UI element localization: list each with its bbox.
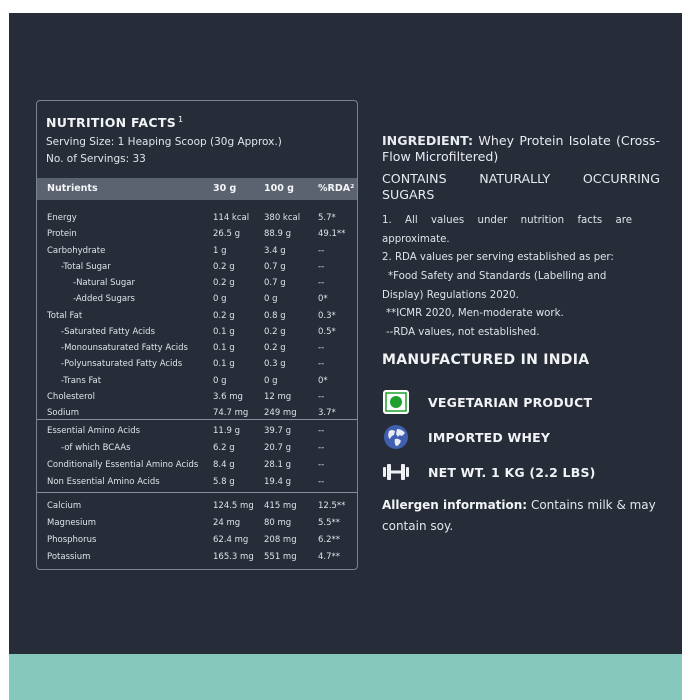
value-rda: 0* bbox=[318, 375, 328, 386]
value-30g: 0.2 g bbox=[213, 278, 235, 288]
note-fssai: *Food Safety and Standards (Labelling and Display) Regulations 2020. bbox=[382, 271, 607, 301]
note-icmr: **ICMR 2020, Men-moderate work. bbox=[386, 308, 564, 319]
value-100g: 0 g bbox=[264, 294, 278, 305]
value-rda: -- bbox=[318, 426, 325, 436]
table-row bbox=[37, 359, 357, 374]
value-30g: 8.4 g bbox=[213, 460, 235, 470]
value-100g: 0.3 g bbox=[264, 359, 286, 370]
table-row bbox=[37, 477, 357, 492]
value-100g: 12 mg bbox=[264, 391, 292, 402]
note-approximate: 1. All values under nutrition facts are approximate. bbox=[382, 215, 632, 245]
value-100g: 20.7 g bbox=[264, 443, 292, 453]
nutrient-name: Calcium bbox=[47, 501, 82, 511]
value-rda: -- bbox=[318, 343, 325, 353]
value-100g: 39.7 g bbox=[264, 426, 292, 436]
nutrition-title-footnote: 1 bbox=[178, 115, 184, 124]
feature-label: IMPORTED WHEY bbox=[428, 430, 551, 445]
value-100g: 249 mg bbox=[264, 408, 297, 418]
feature-label: NET WT. 1 KG (2.2 LBS) bbox=[428, 465, 596, 480]
value-100g: 208 mg bbox=[264, 535, 297, 545]
value-30g: 6.2 g bbox=[213, 443, 235, 453]
nutrient-name: -Polyunsaturated Fatty Acids bbox=[61, 359, 183, 370]
allergen-information bbox=[382, 495, 660, 537]
value-rda: 49.1** bbox=[318, 229, 346, 240]
value-30g: 0 g bbox=[213, 375, 227, 386]
nutrient-name: -Saturated Fatty Acids bbox=[61, 326, 155, 337]
nutrient-name: Sodium bbox=[47, 408, 80, 418]
value-30g: 74.7 mg bbox=[213, 408, 249, 418]
serving-size: Serving Size: 1 Heaping Scoop (30g Approx.) bbox=[46, 136, 282, 148]
value-rda: -- bbox=[318, 359, 325, 370]
table-row bbox=[37, 213, 357, 228]
value-30g: 0.2 g bbox=[213, 310, 235, 321]
value-100g: 0.2 g bbox=[264, 326, 286, 337]
value-100g: 0.7 g bbox=[264, 261, 286, 272]
value-100g: 415 mg bbox=[264, 501, 297, 511]
table-row bbox=[37, 262, 357, 277]
ingredient-text: Whey Protein Isolate (Cross-Flow Microfiltered) bbox=[382, 133, 660, 164]
value-rda: 0.5* bbox=[318, 326, 336, 337]
value-100g: 551 mg bbox=[264, 552, 297, 562]
value-30g: 62.4 mg bbox=[213, 535, 249, 545]
table-divider bbox=[37, 419, 357, 420]
value-30g: 5.8 g bbox=[213, 477, 235, 487]
value-rda: -- bbox=[318, 443, 325, 453]
value-30g: 3.6 mg bbox=[213, 391, 243, 402]
nutrient-name: Cholesterol bbox=[47, 391, 95, 402]
nutrient-name: -Added Sugars bbox=[73, 294, 135, 305]
header-30g: 30 g bbox=[213, 183, 237, 194]
value-30g: 114 kcal bbox=[213, 213, 250, 223]
value-rda: 4.7** bbox=[318, 552, 341, 562]
bottom-color-band bbox=[9, 654, 682, 700]
table-row bbox=[37, 518, 357, 533]
value-rda: -- bbox=[318, 245, 325, 256]
nutrient-name: -Total Sugar bbox=[61, 261, 111, 272]
value-rda: -- bbox=[318, 261, 325, 272]
table-row bbox=[37, 327, 357, 342]
value-rda: 3.7* bbox=[318, 408, 336, 418]
allergen-label: Allergen information: bbox=[382, 498, 528, 512]
value-rda: -- bbox=[318, 278, 325, 288]
nutrition-facts-table bbox=[36, 100, 358, 570]
nutrient-name: Potassium bbox=[47, 552, 91, 562]
vegetarian-icon bbox=[382, 389, 410, 415]
nutrient-name: Total Fat bbox=[47, 310, 83, 321]
nutrition-header-row bbox=[37, 178, 357, 200]
value-30g: 0 g bbox=[213, 294, 227, 305]
value-rda: -- bbox=[318, 391, 325, 402]
value-100g: 80 mg bbox=[264, 518, 292, 528]
feature-imported-whey bbox=[382, 424, 662, 450]
nutrient-name: Conditionally Essential Amino Acids bbox=[47, 460, 199, 470]
value-30g: 165.3 mg bbox=[213, 552, 254, 562]
nutrient-name: -of which BCAAs bbox=[61, 443, 131, 453]
ingredient-label: INGREDIENT: bbox=[382, 133, 474, 148]
value-rda: 6.2** bbox=[318, 535, 341, 545]
value-100g: 19.4 g bbox=[264, 477, 292, 487]
nutrient-name: Magnesium bbox=[47, 518, 97, 528]
header-100g: 100 g bbox=[264, 183, 294, 194]
value-rda: -- bbox=[318, 477, 325, 487]
table-row bbox=[37, 501, 357, 516]
header-nutrients: Nutrients bbox=[47, 183, 98, 194]
nutrient-name: -Natural Sugar bbox=[73, 278, 136, 288]
table-divider bbox=[37, 492, 357, 493]
table-row bbox=[37, 392, 357, 407]
contains-sugars-line2: SUGARS bbox=[382, 187, 435, 202]
nutrition-facts-title: NUTRITION FACTS $^1$ bbox=[46, 115, 184, 131]
table-row bbox=[37, 535, 357, 550]
value-100g: 88.9 g bbox=[264, 229, 292, 240]
table-row bbox=[37, 426, 357, 441]
note-rda-not-established: --RDA values, not established. bbox=[386, 327, 540, 338]
value-100g: 0.2 g bbox=[264, 343, 286, 353]
table-row bbox=[37, 229, 357, 244]
value-100g: 0.8 g bbox=[264, 310, 286, 321]
nutrient-name: Phosphorus bbox=[47, 535, 97, 545]
nutrient-name: -Monounsaturated Fatty Acids bbox=[61, 343, 188, 353]
value-rda: 5.5** bbox=[318, 518, 341, 528]
feature-label: VEGETARIAN PRODUCT bbox=[428, 395, 593, 410]
value-30g: 0.1 g bbox=[213, 359, 235, 370]
value-30g: 24 mg bbox=[213, 518, 241, 528]
value-rda: 0* bbox=[318, 294, 328, 305]
table-row bbox=[37, 278, 357, 293]
value-30g: 0.1 g bbox=[213, 343, 235, 353]
allergen-text: Contains milk & may contain soy. bbox=[382, 498, 656, 533]
value-rda: 12.5** bbox=[318, 501, 346, 511]
value-30g: 0.2 g bbox=[213, 261, 235, 272]
value-100g: 28.1 g bbox=[264, 460, 292, 470]
table-row bbox=[37, 311, 357, 326]
globe-icon bbox=[382, 424, 410, 450]
note-rda-basis: 2. RDA values per serving established as per: bbox=[382, 252, 614, 263]
dumbbell-icon bbox=[382, 459, 410, 485]
table-row bbox=[37, 552, 357, 567]
value-rda: -- bbox=[318, 460, 325, 470]
value-rda: 5.7* bbox=[318, 213, 336, 223]
value-rda: 0.3* bbox=[318, 310, 336, 321]
nutrient-name: Protein bbox=[47, 229, 77, 240]
feature-net-weight bbox=[382, 459, 662, 485]
table-row bbox=[37, 376, 357, 391]
nutrient-name: -Trans Fat bbox=[61, 375, 102, 386]
nutrient-name: Carbohydrate bbox=[47, 245, 106, 256]
table-row bbox=[37, 460, 357, 475]
nutrient-name: Non Essential Amino Acids bbox=[47, 477, 160, 487]
servings-count: No. of Servings: 33 bbox=[46, 153, 146, 165]
value-100g: 0.7 g bbox=[264, 278, 286, 288]
contains-sugars-line1: CONTAINS NATURALLY OCCURRING bbox=[382, 171, 660, 186]
value-30g: 26.5 g bbox=[213, 229, 241, 240]
table-row bbox=[37, 294, 357, 309]
nutrient-name: Essential Amino Acids bbox=[47, 426, 141, 436]
value-30g: 0.1 g bbox=[213, 326, 235, 337]
feature-vegetarian bbox=[382, 389, 662, 415]
manufactured-in-india: MANUFACTURED IN INDIA bbox=[382, 352, 590, 368]
table-row bbox=[37, 343, 357, 358]
value-100g: 380 kcal bbox=[264, 213, 301, 223]
nutrient-name: Energy bbox=[47, 213, 77, 223]
header-rda: %RDA² bbox=[318, 183, 355, 194]
table-row bbox=[37, 246, 357, 261]
value-30g: 11.9 g bbox=[213, 426, 241, 436]
value-30g: 1 g bbox=[213, 245, 227, 256]
value-30g: 124.5 mg bbox=[213, 501, 254, 511]
value-100g: 3.4 g bbox=[264, 245, 286, 256]
table-row bbox=[37, 408, 357, 423]
ingredient-statement bbox=[382, 133, 660, 165]
table-row bbox=[37, 443, 357, 458]
value-100g: 0 g bbox=[264, 375, 278, 386]
